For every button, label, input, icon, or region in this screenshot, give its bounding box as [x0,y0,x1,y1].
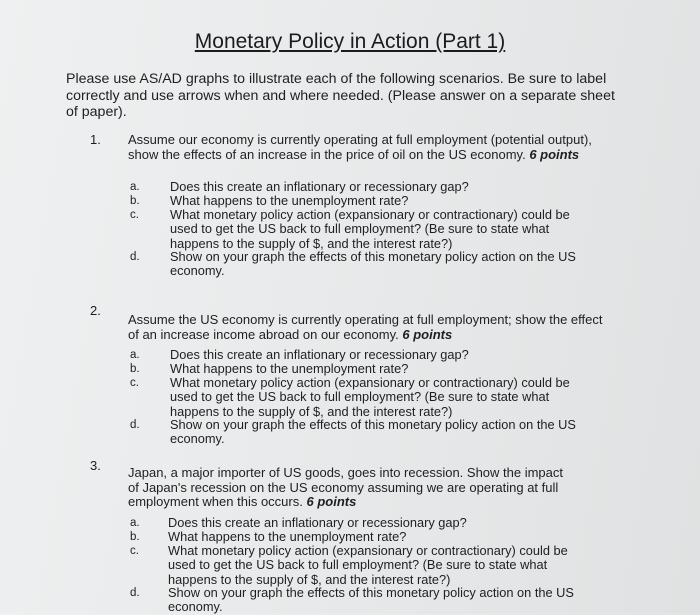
q2-sub-a-letter: a. [130,349,140,361]
q2-sub-d-text: Show on your graph the effects of this monetary policy action on the US economy. [170,417,576,447]
question-1-number: 1. [90,132,101,147]
q2-sub-b-letter: b. [130,363,140,375]
q2-sub-d-letter: d. [130,419,140,431]
question-3-number: 3. [90,458,101,473]
q3-sub-d-letter: d. [130,587,140,599]
question-3-text: Japan, a major importer of US goods, goes into recession. Show the impact of Japan's recession on the US economy assuming we are operating at full employment when this occurs. 6 points [128,465,563,509]
q1-sub-b-text: What happens to the unemployment rate? [170,193,409,208]
q3-sub-c-letter: c. [130,545,139,557]
q1-sub-c-letter: c. [130,209,139,221]
q1-sub-c-text: What monetary policy action (expansionary or contractionary) could be used to get the US back to full employment? (Be sure to state what happens to the supply of $, and the interest rate?) [170,207,570,251]
q2-sub-c-letter: c. [130,377,139,389]
page-title: Monetary Policy in Action (Part 1) [194,30,506,53]
question-2-text: Assume the US economy is currently operating at full employment; show the effect of an increase income abroad on our economy. 6 points [128,312,603,342]
question-2-number: 2. [90,303,101,318]
intro-text: Please use AS/AD graphs to illustrate each of the following scenarios. Be sure to label correctly and use arrows when and where needed. (Please answer on a separate sheet of paper). [66,71,615,120]
q3-sub-d-text: Show on your graph the effects of this monetary policy action on the US economy. [168,585,574,615]
question-1-text: Assume our economy is currently operating at full employment (potential output), show the effects of an increase in the price of oil on the US economy. 6 points [128,132,592,162]
q2-sub-b-text: What happens to the unemployment rate? [170,361,409,376]
q1-sub-a-letter: a. [130,181,140,193]
q1-sub-d-text: Show on your graph the effects of this monetary policy action on the US economy. [170,249,576,279]
q3-sub-b-text: What happens to the unemployment rate? [168,529,407,544]
q2-sub-c-text: What monetary policy action (expansionary or contractionary) could be used to get the US back to full employment? (Be sure to state what happens to the supply of $, and the interest rate?) [170,375,570,419]
q1-sub-a-text: Does this create an inflationary or recessionary gap? [170,179,469,194]
q3-sub-a-letter: a. [130,517,140,529]
q2-sub-a-text: Does this create an inflationary or recessionary gap? [170,347,469,362]
q1-sub-d-letter: d. [130,251,140,263]
q3-sub-a-text: Does this create an inflationary or recessionary gap? [168,515,467,530]
q1-sub-b-letter: b. [130,195,140,207]
q3-sub-c-text: What monetary policy action (expansionary or contractionary) could be used to get the US back to full employment? (Be sure to state what happens to the supply of $, and the interest rate?) [168,543,568,587]
q3-sub-b-letter: b. [130,531,140,543]
